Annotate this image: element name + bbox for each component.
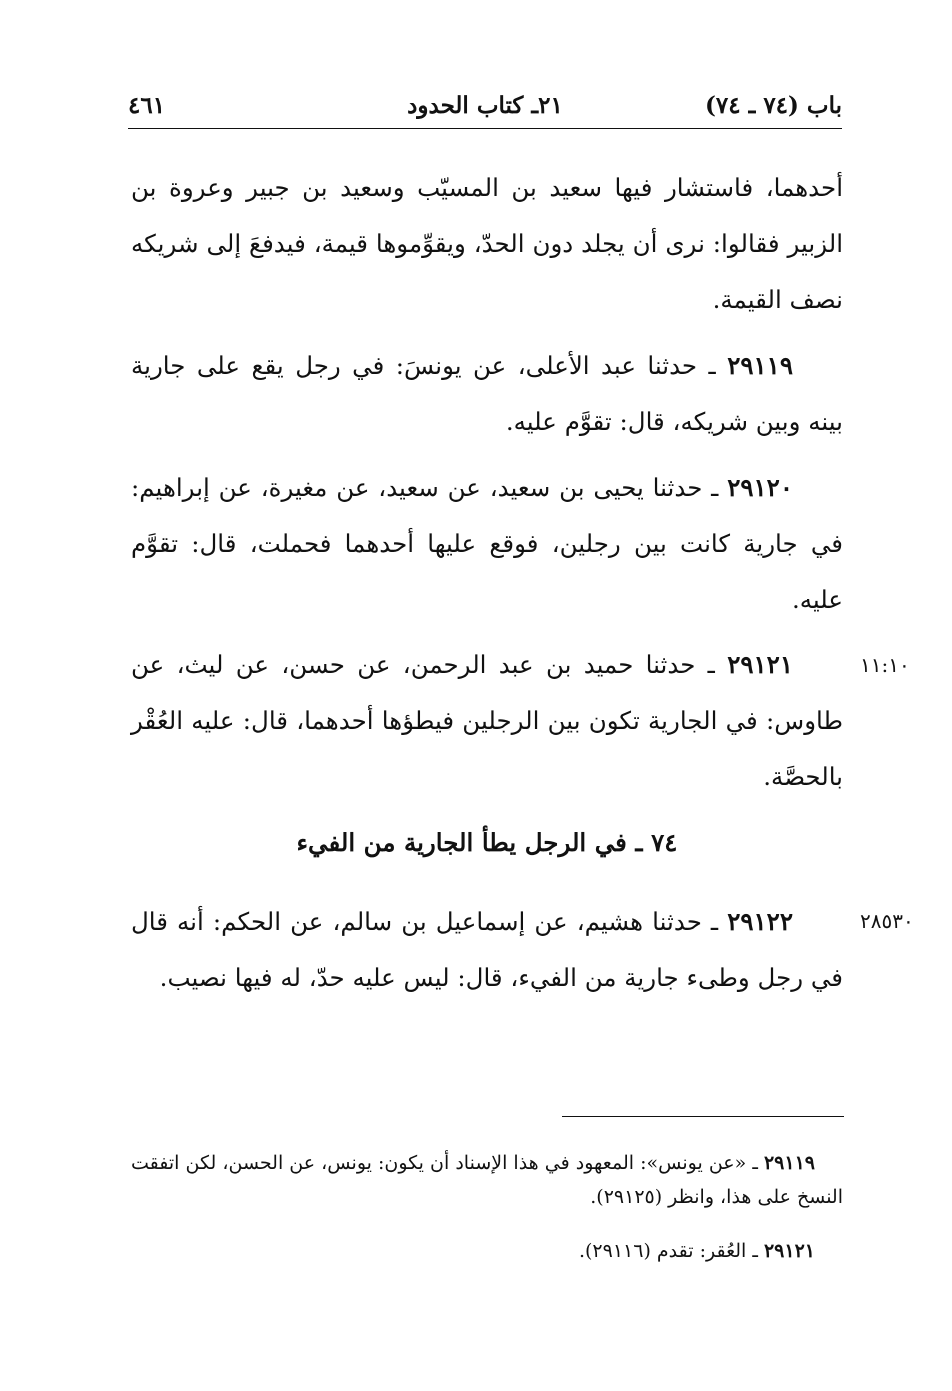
chapter-range: باب (٧٤ ـ ٧٤) bbox=[704, 92, 842, 119]
section-title: ٧٤ ـ في الرجل يطأ الجارية من الفيء bbox=[296, 828, 678, 857]
paragraph-text: ـ حدثنا حميد بن عبد الرحمن، عن حسن، عن ليث، عن طاوس: في الجارية تكون بين الرجلين فيطؤها أحدهما، قال: عليه العُقْر بالحصَّة. bbox=[131, 650, 843, 791]
footnote-number: ٢٩١١٩ bbox=[763, 1152, 815, 1174]
hadith-number: ٢٩١٢٠ bbox=[727, 473, 793, 502]
margin-reference: ٢٨٥٣٠ bbox=[860, 909, 914, 933]
page-header bbox=[128, 84, 842, 129]
footnote-29121 bbox=[131, 1234, 843, 1268]
paragraph-text: ـ حدثنا يحيى بن سعيد، عن سعيد، عن مغيرة، عن إبراهيم: في جارية كانت بين رجلين، فوقع عليها أحدهما فحملت، قال: تقوَّم عليه. bbox=[131, 473, 843, 614]
footnote-29119 bbox=[131, 1146, 843, 1214]
paragraph-29121 bbox=[131, 637, 843, 805]
paragraph-text: أحدهما، فاستشار فيها سعيد بن المسيّب وسعيد بن جبير وعروة بن الزبير فقالوا: نرى أن يجلد دون الحدّ، ويقوِّموها قيمة، فيدفعَ إلى شريكه نصف القيمة. bbox=[131, 173, 843, 314]
footnote-number: ٢٩١٢١ bbox=[763, 1240, 815, 1262]
hadith-number: ٢٩١٢٢ bbox=[727, 907, 793, 936]
footnote-divider bbox=[562, 1116, 844, 1117]
paragraph-text: ـ حدثنا هشيم، عن إسماعيل بن سالم، عن الحكم: أنه قال في رجل وطىء جارية من الفيء، قال: ليس عليه حدّ، له فيها نصيب. bbox=[131, 907, 843, 992]
paragraph-text: ـ حدثنا عبد الأعلى، عن يونسَ: في رجل يقع على جارية بينه وبين شريكه، قال: تقوَّم عليه. bbox=[131, 351, 843, 436]
footnote-text: ـ العُقر: تقدم (٢٩١١٦). bbox=[578, 1240, 758, 1262]
paragraph-29122 bbox=[131, 894, 843, 1006]
page-number: ٤٦١ bbox=[128, 92, 166, 119]
paragraph-continuation bbox=[131, 160, 843, 328]
footnote-text: ـ «عن يونس»: المعهود في هذا الإسناد أن يكون: يونس، عن الحسن، لكن اتفقت النسخ على هذا، وانظر (٢٩١٢٥). bbox=[131, 1152, 843, 1208]
hadith-number: ٢٩١٢١ bbox=[727, 650, 793, 679]
paragraph-29120 bbox=[131, 460, 843, 628]
paragraph-29119 bbox=[131, 338, 843, 450]
margin-reference: ١١:١٠ bbox=[860, 653, 910, 677]
hadith-number: ٢٩١١٩ bbox=[727, 351, 793, 380]
book-title: ٢١ـ كتاب الحدود bbox=[407, 92, 563, 119]
